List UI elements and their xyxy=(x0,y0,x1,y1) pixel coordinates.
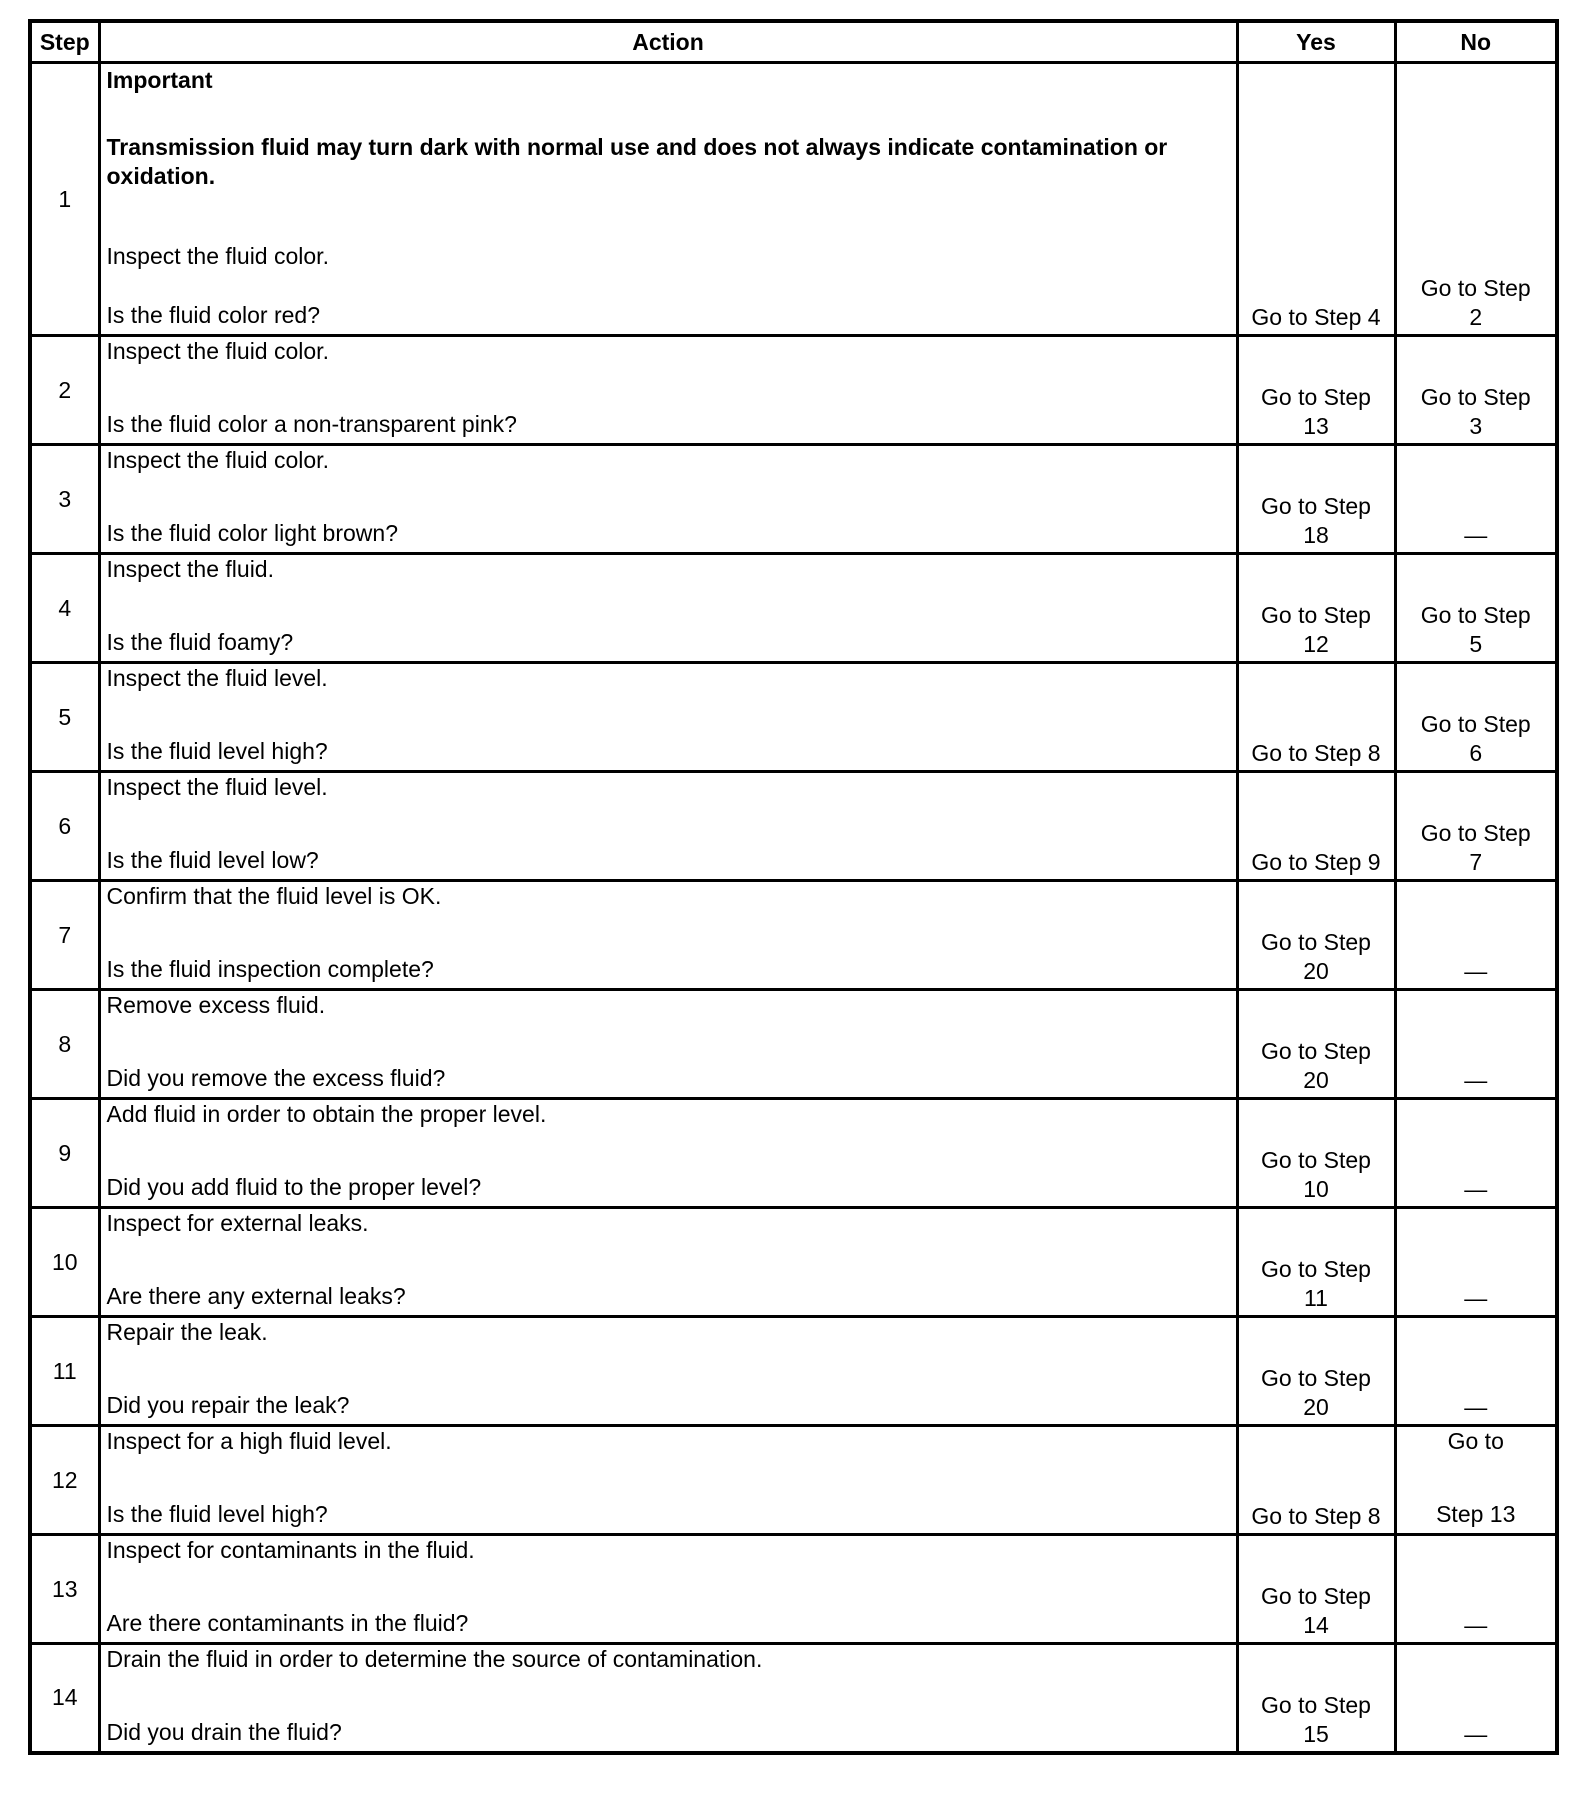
important-text: Transmission fluid may turn dark with normal use and does not always indicate contamination or oxidation. xyxy=(106,134,1168,189)
step-number: 11 xyxy=(30,1317,99,1426)
yes-link: Go to Step 13 xyxy=(1261,384,1371,439)
step-number: 3 xyxy=(30,445,99,554)
question-text: Is the fluid level high? xyxy=(106,1501,328,1527)
question-text: Are there contaminants in the fluid? xyxy=(106,1610,469,1636)
no-link: — xyxy=(1464,1176,1488,1202)
no-link: Go to Step 6 xyxy=(1420,711,1531,766)
yes-link: Go to Step 14 xyxy=(1261,1583,1371,1638)
table-row xyxy=(30,1317,1557,1426)
instruction-text: Inspect the fluid color. xyxy=(106,243,329,269)
yes-link: Go to Step 8 xyxy=(1251,740,1381,766)
no-cell xyxy=(1395,445,1557,554)
question-text: Is the fluid inspection complete? xyxy=(106,956,434,982)
yes-link: Go to Step 20 xyxy=(1261,929,1371,984)
yes-cell xyxy=(1237,445,1395,554)
table-row xyxy=(30,336,1557,445)
step-number: 14 xyxy=(30,1644,99,1753)
table-row xyxy=(30,772,1557,881)
step-number: 4 xyxy=(30,554,99,663)
no-cell xyxy=(1395,554,1557,663)
no-cell xyxy=(1395,1099,1557,1208)
yes-link: Go to Step 10 xyxy=(1261,1147,1371,1202)
action-cell xyxy=(99,990,1237,1099)
no-cell xyxy=(1395,336,1557,445)
action-cell xyxy=(99,554,1237,663)
header-step: Step xyxy=(30,21,99,63)
table-row xyxy=(30,1644,1557,1753)
table-row xyxy=(30,63,1557,336)
important-note xyxy=(107,66,1230,191)
no-link: — xyxy=(1464,1720,1488,1747)
no-cell xyxy=(1395,990,1557,1099)
instruction-text: Inspect for a high fluid level. xyxy=(106,1428,392,1454)
step-number: 7 xyxy=(30,881,99,990)
important-title: Important xyxy=(106,67,213,93)
no-cell xyxy=(1395,1644,1557,1753)
yes-link: Go to Step 20 xyxy=(1261,1038,1371,1093)
no-cell xyxy=(1395,63,1557,336)
no-link-bottom: Step 13 xyxy=(1436,1501,1516,1527)
step-number: 1 xyxy=(30,63,99,336)
question-text: Did you remove the excess fluid? xyxy=(106,1065,446,1091)
question-text: Is the fluid color red? xyxy=(106,302,321,328)
yes-link: Go to Step 4 xyxy=(1251,304,1381,330)
instruction-text: Inspect for contaminants in the fluid. xyxy=(106,1537,475,1563)
no-cell xyxy=(1395,772,1557,881)
header-action: Action xyxy=(99,21,1237,63)
action-cell xyxy=(99,772,1237,881)
no-link: Go to Step 5 xyxy=(1420,602,1531,657)
no-link: — xyxy=(1464,1612,1488,1638)
no-link: Go to Step 3 xyxy=(1420,384,1531,439)
action-cell xyxy=(99,881,1237,990)
no-cell xyxy=(1395,1426,1557,1535)
no-cell xyxy=(1395,1208,1557,1317)
no-link-top: Go to xyxy=(1447,1428,1504,1454)
yes-cell xyxy=(1237,1426,1395,1535)
question-text: Is the fluid level high? xyxy=(106,738,328,764)
no-cell xyxy=(1395,663,1557,772)
table-row xyxy=(30,1099,1557,1208)
action-cell xyxy=(99,1099,1237,1208)
no-link: — xyxy=(1464,1067,1488,1093)
question-text: Did you add fluid to the proper level? xyxy=(106,1174,482,1200)
yes-cell xyxy=(1237,1535,1395,1644)
step-number: 2 xyxy=(30,336,99,445)
question-text: Did you repair the leak? xyxy=(106,1392,350,1418)
table-row xyxy=(30,663,1557,772)
instruction-text: Inspect the fluid level. xyxy=(106,665,328,691)
action-cell xyxy=(99,1208,1237,1317)
yes-cell xyxy=(1237,772,1395,881)
action-cell xyxy=(99,1426,1237,1535)
no-link: — xyxy=(1464,1394,1488,1420)
yes-cell xyxy=(1237,1317,1395,1426)
question-text: Is the fluid level low? xyxy=(106,847,319,873)
instruction-text: Drain the fluid in order to determine the source of contamination. xyxy=(106,1646,763,1672)
question-text: Is the fluid foamy? xyxy=(106,629,294,655)
yes-cell xyxy=(1237,1644,1395,1753)
no-cell xyxy=(1395,1317,1557,1426)
table-row xyxy=(30,1535,1557,1644)
instruction-text: Add fluid in order to obtain the proper level. xyxy=(106,1101,547,1127)
instruction-text: Repair the leak. xyxy=(106,1319,268,1345)
yes-link: Go to Step 18 xyxy=(1261,493,1371,548)
diagnostic-table xyxy=(28,19,1559,1755)
instruction-text: Inspect the fluid color. xyxy=(106,338,329,364)
instruction-text: Inspect for external leaks. xyxy=(106,1210,369,1236)
action-cell xyxy=(99,63,1237,336)
instruction-text: Remove excess fluid. xyxy=(106,992,326,1018)
no-link: — xyxy=(1464,522,1488,548)
no-link: Go to Step 7 xyxy=(1420,820,1531,875)
yes-cell xyxy=(1237,663,1395,772)
table-row xyxy=(30,445,1557,554)
table-row xyxy=(30,881,1557,990)
yes-link: Go to Step 9 xyxy=(1251,849,1381,875)
step-number: 12 xyxy=(30,1426,99,1535)
action-cell xyxy=(99,336,1237,445)
action-cell xyxy=(99,445,1237,554)
instruction-text: Inspect the fluid color. xyxy=(106,447,329,473)
no-cell xyxy=(1395,1535,1557,1644)
header-row xyxy=(30,21,1557,63)
step-number: 5 xyxy=(30,663,99,772)
yes-link: Go to Step 8 xyxy=(1251,1503,1381,1529)
yes-link: Go to Step 11 xyxy=(1261,1256,1371,1311)
table-row xyxy=(30,1208,1557,1317)
instruction-text: Confirm that the fluid level is OK. xyxy=(106,883,442,909)
yes-cell xyxy=(1237,63,1395,336)
yes-cell xyxy=(1237,990,1395,1099)
step-number: 13 xyxy=(30,1535,99,1644)
action-cell xyxy=(99,1535,1237,1644)
action-cell xyxy=(99,663,1237,772)
header-yes: Yes xyxy=(1237,21,1395,63)
yes-cell xyxy=(1237,1208,1395,1317)
no-cell xyxy=(1395,881,1557,990)
yes-cell xyxy=(1237,336,1395,445)
instruction-text: Inspect the fluid. xyxy=(106,556,274,582)
instruction-text: Inspect the fluid level. xyxy=(106,774,328,800)
yes-cell xyxy=(1237,1099,1395,1208)
yes-cell xyxy=(1237,881,1395,990)
action-cell xyxy=(99,1317,1237,1426)
no-link: Go to Step 2 xyxy=(1420,275,1531,330)
yes-link: Go to Step 12 xyxy=(1261,602,1371,657)
step-number: 9 xyxy=(30,1099,99,1208)
action-cell xyxy=(99,1644,1237,1753)
table-row xyxy=(30,554,1557,663)
question-text: Is the fluid color a non-transparent pink? xyxy=(106,411,517,437)
step-number: 8 xyxy=(30,990,99,1099)
no-link: — xyxy=(1464,1285,1488,1311)
table-row xyxy=(30,990,1557,1099)
step-number: 10 xyxy=(30,1208,99,1317)
no-link: — xyxy=(1464,958,1488,984)
yes-link: Go to Step 15 xyxy=(1261,1691,1371,1747)
yes-link: Go to Step 20 xyxy=(1261,1365,1371,1420)
question-text: Did you drain the fluid? xyxy=(106,1719,342,1745)
question-text: Is the fluid color light brown? xyxy=(106,520,398,546)
yes-cell xyxy=(1237,554,1395,663)
table-row xyxy=(30,1426,1557,1535)
step-number: 6 xyxy=(30,772,99,881)
question-text: Are there any external leaks? xyxy=(106,1283,406,1309)
header-no: No xyxy=(1395,21,1557,63)
